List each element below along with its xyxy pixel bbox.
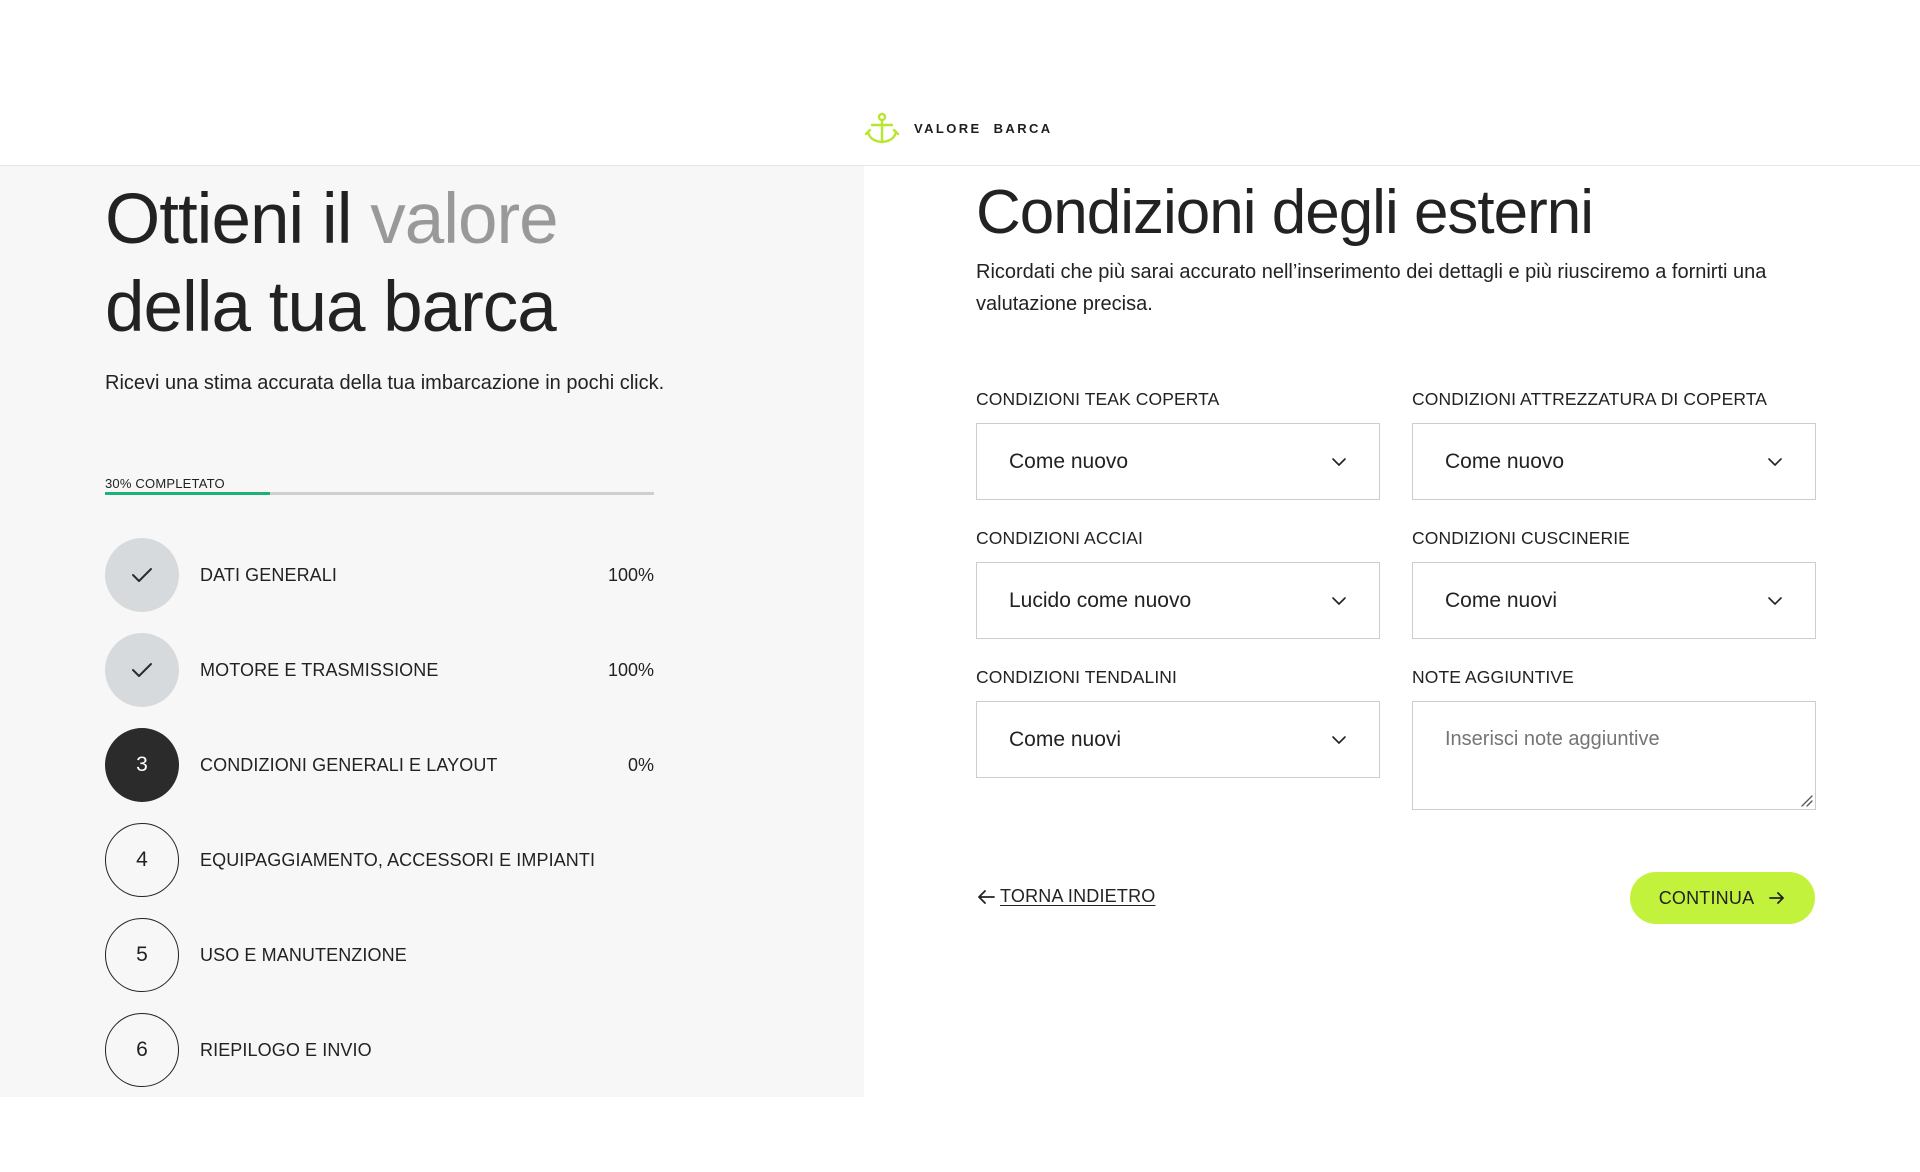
- arrow-right-icon: [1768, 890, 1786, 906]
- cuscinerie-label: CONDIZIONI CUSCINERIE: [1412, 528, 1630, 548]
- tendalini-select[interactable]: [976, 701, 1380, 778]
- brand-name: VALORE BARCA: [914, 120, 1053, 136]
- step-riepilogo-e-invio[interactable]: [105, 1013, 654, 1087]
- hero-subtitle: Ricevi una stima accurata della tua imbarcazione in pochi click.: [105, 372, 665, 394]
- check-icon: [105, 538, 179, 612]
- teak-select-value: Come nuovo: [1009, 449, 1129, 473]
- form-subtitle: Ricordati che più sarai accurato nell’inserimento dei dettagli e più riusciremo a fornirti una valutazione precisa.: [976, 261, 1767, 315]
- step-label: DATI GENERALI: [200, 564, 337, 585]
- step-percent: 100%: [607, 659, 654, 680]
- chevron-down-icon: [1331, 593, 1347, 609]
- cuscinerie-select[interactable]: [1412, 562, 1816, 639]
- back-link[interactable]: [976, 886, 1155, 907]
- step-dati-generali[interactable]: [105, 538, 654, 612]
- hero-title-part1: Ottieni il: [105, 180, 371, 259]
- step-motore-e-trasmissione[interactable]: [105, 633, 654, 707]
- step-number: 3: [105, 728, 179, 802]
- note-label: NOTE AGGIUNTIVE: [1412, 667, 1574, 687]
- arrow-left-icon: [976, 888, 996, 906]
- chevron-down-icon: [1331, 732, 1347, 748]
- step-percent: 0%: [627, 754, 654, 775]
- progress-bar: [105, 492, 654, 495]
- tendalini-select-value: Come nuovi: [1009, 727, 1122, 751]
- cuscinerie-select-value: Come nuovi: [1445, 588, 1558, 612]
- acciai-select-value: Lucido come nuovo: [1009, 588, 1192, 612]
- tendalini-label: CONDIZIONI TENDALINI: [976, 667, 1178, 687]
- step-number: 5: [105, 918, 179, 992]
- attrezzatura-label: CONDIZIONI ATTREZZATURA DI COPERTA: [1412, 389, 1768, 409]
- brand-logo[interactable]: [864, 110, 1053, 146]
- acciai-label: CONDIZIONI ACCIAI: [976, 528, 1143, 548]
- continue-button[interactable]: [1630, 872, 1815, 924]
- form-panel: [864, 166, 1920, 1097]
- progress-bar-fill: [105, 492, 270, 495]
- step-uso-e-manutenzione[interactable]: [105, 918, 654, 992]
- teak-select[interactable]: [976, 423, 1380, 500]
- step-label: EQUIPAGGIAMENTO, ACCESSORI E IMPIANTI: [200, 849, 596, 870]
- step-number: 4: [105, 823, 179, 897]
- form-title: Condizioni degli esterni: [976, 178, 1594, 247]
- hero-title: [105, 176, 705, 352]
- step-percent: 100%: [607, 564, 654, 585]
- hero-title-highlight: valore: [370, 180, 558, 259]
- teak-label: CONDIZIONI TEAK COPERTA: [976, 389, 1220, 409]
- step-condizioni-generali[interactable]: [105, 728, 654, 802]
- step-label: RIEPILOGO E INVIO: [200, 1039, 372, 1060]
- note-textarea[interactable]: [1412, 701, 1816, 810]
- check-icon: [105, 633, 179, 707]
- chevron-down-icon: [1331, 454, 1347, 470]
- progress-panel: [0, 166, 864, 1097]
- step-equipaggiamento[interactable]: [105, 823, 654, 897]
- progress-label: 30% COMPLETATO: [105, 476, 225, 491]
- site-header: [0, 0, 1920, 166]
- chevron-down-icon: [1767, 454, 1783, 470]
- step-label: USO E MANUTENZIONE: [200, 944, 407, 965]
- resize-handle-icon[interactable]: [1799, 793, 1813, 807]
- step-number: 6: [105, 1013, 179, 1087]
- acciai-select[interactable]: [976, 562, 1380, 639]
- hero-title-part2: della tua barca: [105, 268, 556, 347]
- step-label: MOTORE E TRASMISSIONE: [200, 659, 439, 680]
- back-link-label: TORNA INDIETRO: [1000, 886, 1156, 906]
- step-label: CONDIZIONI GENERALI E LAYOUT: [200, 754, 498, 775]
- attrezzatura-select[interactable]: [1412, 423, 1816, 500]
- anchor-icon: [864, 110, 900, 146]
- attrezzatura-select-value: Come nuovo: [1445, 449, 1565, 473]
- chevron-down-icon: [1767, 593, 1783, 609]
- continue-button-label: CONTINUA: [1658, 887, 1755, 908]
